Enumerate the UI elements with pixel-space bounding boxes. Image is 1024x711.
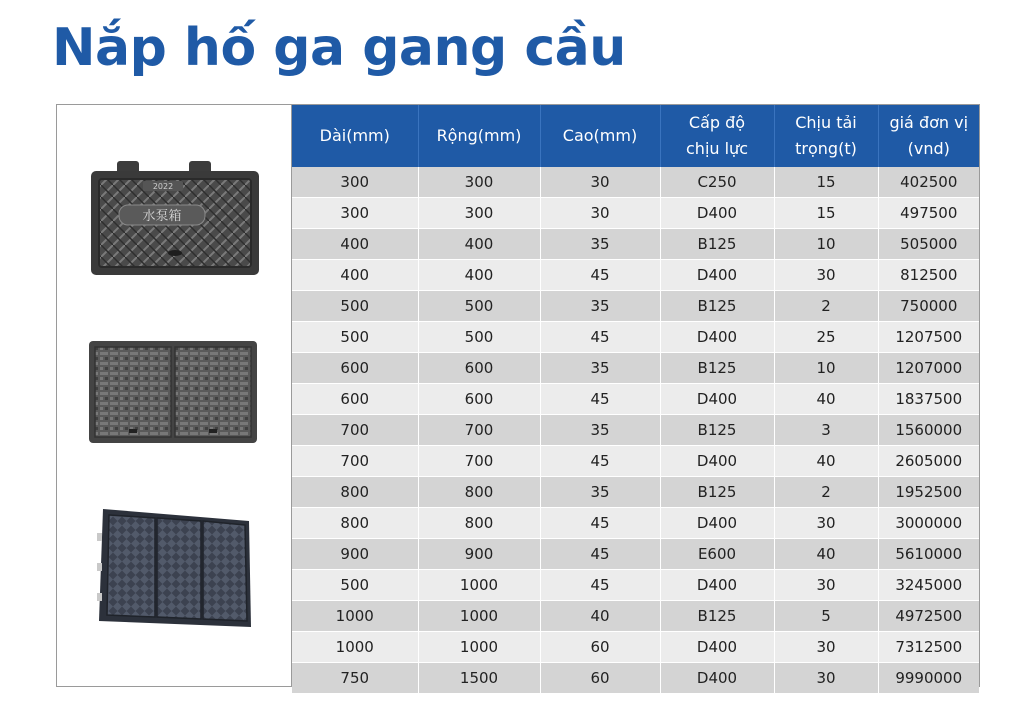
cover-top-year: 2022 <box>152 182 174 191</box>
width-cell: 500 <box>418 322 540 353</box>
length-cell: 1000 <box>292 632 418 663</box>
height-cell: 35 <box>540 353 660 384</box>
header-height: Cao(mm) <box>540 105 660 167</box>
height-cell: 30 <box>540 167 660 198</box>
load-capacity-cell: 30 <box>774 260 878 291</box>
height-cell: 35 <box>540 229 660 260</box>
load-capacity-cell: 30 <box>774 508 878 539</box>
load-class-cell: B125 <box>660 415 774 446</box>
load-class-cell: B125 <box>660 291 774 322</box>
load-capacity-cell: 2 <box>774 477 878 508</box>
length-cell: 800 <box>292 477 418 508</box>
table-row <box>292 167 979 198</box>
length-cell: 700 <box>292 446 418 477</box>
table-row <box>292 570 979 601</box>
width-cell: 800 <box>418 508 540 539</box>
width-cell: 300 <box>418 198 540 229</box>
product-frame <box>56 104 980 687</box>
length-cell: 500 <box>292 570 418 601</box>
load-class-cell: D400 <box>660 632 774 663</box>
height-cell: 45 <box>540 508 660 539</box>
unit-price-cell: 4972500 <box>878 601 979 632</box>
unit-price-cell: 505000 <box>878 229 979 260</box>
length-cell: 400 <box>292 229 418 260</box>
height-cell: 35 <box>540 291 660 322</box>
height-cell: 35 <box>540 415 660 446</box>
height-cell: 30 <box>540 198 660 229</box>
load-class-cell: D400 <box>660 198 774 229</box>
length-cell: 900 <box>292 539 418 570</box>
width-cell: 500 <box>418 291 540 322</box>
width-cell: 400 <box>418 260 540 291</box>
cover-bottom-image <box>95 503 255 631</box>
load-class-cell: D400 <box>660 260 774 291</box>
width-cell: 1000 <box>418 601 540 632</box>
unit-price-cell: 402500 <box>878 167 979 198</box>
header-width: Rộng(mm) <box>418 105 540 167</box>
cover-top-text: 水泵箱 <box>142 209 182 224</box>
length-cell: 300 <box>292 198 418 229</box>
header-load-capacity: Chịu tải trọng(t) <box>774 105 878 167</box>
width-cell: 700 <box>418 415 540 446</box>
table-row <box>292 446 979 477</box>
unit-price-cell: 9990000 <box>878 663 979 694</box>
table-row <box>292 663 979 694</box>
load-class-cell: B125 <box>660 601 774 632</box>
cover-middle-image <box>89 341 257 443</box>
width-cell: 400 <box>418 229 540 260</box>
load-capacity-cell: 15 <box>774 167 878 198</box>
unit-price-cell: 1952500 <box>878 477 979 508</box>
table-body <box>292 167 979 694</box>
length-cell: 500 <box>292 322 418 353</box>
unit-price-cell: 1207500 <box>878 322 979 353</box>
load-capacity-cell: 3 <box>774 415 878 446</box>
load-capacity-cell: 30 <box>774 570 878 601</box>
length-cell: 300 <box>292 167 418 198</box>
page-title: Nắp hố ga gang cầu <box>52 18 626 78</box>
length-cell: 1000 <box>292 601 418 632</box>
width-cell: 600 <box>418 353 540 384</box>
length-cell: 600 <box>292 353 418 384</box>
width-cell: 800 <box>418 477 540 508</box>
table-header-row <box>292 105 979 167</box>
load-class-cell: C250 <box>660 167 774 198</box>
height-cell: 45 <box>540 446 660 477</box>
load-class-cell: D400 <box>660 446 774 477</box>
width-cell: 700 <box>418 446 540 477</box>
length-cell: 750 <box>292 663 418 694</box>
table-row <box>292 198 979 229</box>
table-row <box>292 384 979 415</box>
load-capacity-cell: 40 <box>774 446 878 477</box>
table-row <box>292 632 979 663</box>
load-capacity-cell: 30 <box>774 632 878 663</box>
load-class-cell: D400 <box>660 663 774 694</box>
length-cell: 700 <box>292 415 418 446</box>
length-cell: 600 <box>292 384 418 415</box>
header-load-class: Cấp độ chịu lực <box>660 105 774 167</box>
table-row <box>292 415 979 446</box>
width-cell: 1500 <box>418 663 540 694</box>
load-class-cell: B125 <box>660 353 774 384</box>
load-capacity-cell: 15 <box>774 198 878 229</box>
height-cell: 60 <box>540 663 660 694</box>
load-capacity-cell: 40 <box>774 384 878 415</box>
load-class-cell: E600 <box>660 539 774 570</box>
unit-price-cell: 750000 <box>878 291 979 322</box>
table-row <box>292 322 979 353</box>
load-capacity-cell: 10 <box>774 229 878 260</box>
unit-price-cell: 1560000 <box>878 415 979 446</box>
table-row <box>292 539 979 570</box>
table-row <box>292 291 979 322</box>
height-cell: 45 <box>540 539 660 570</box>
width-cell: 300 <box>418 167 540 198</box>
unit-price-cell: 7312500 <box>878 632 979 663</box>
table-row <box>292 353 979 384</box>
height-cell: 45 <box>540 570 660 601</box>
load-capacity-cell: 30 <box>774 663 878 694</box>
load-class-cell: D400 <box>660 384 774 415</box>
unit-price-cell: 3000000 <box>878 508 979 539</box>
width-cell: 1000 <box>418 570 540 601</box>
load-class-cell: D400 <box>660 570 774 601</box>
load-class-cell: B125 <box>660 229 774 260</box>
load-class-cell: D400 <box>660 508 774 539</box>
table-row <box>292 477 979 508</box>
table-row <box>292 508 979 539</box>
load-class-cell: D400 <box>660 322 774 353</box>
table-row <box>292 260 979 291</box>
unit-price-cell: 1837500 <box>878 384 979 415</box>
unit-price-cell: 5610000 <box>878 539 979 570</box>
header-length: Dài(mm) <box>292 105 418 167</box>
load-capacity-cell: 40 <box>774 539 878 570</box>
unit-price-cell: 497500 <box>878 198 979 229</box>
height-cell: 45 <box>540 322 660 353</box>
height-cell: 60 <box>540 632 660 663</box>
height-cell: 35 <box>540 477 660 508</box>
height-cell: 45 <box>540 260 660 291</box>
price-table <box>292 105 979 694</box>
width-cell: 600 <box>418 384 540 415</box>
height-cell: 45 <box>540 384 660 415</box>
load-class-cell: B125 <box>660 477 774 508</box>
width-cell: 900 <box>418 539 540 570</box>
cover-top-image <box>89 161 261 277</box>
table-row <box>292 229 979 260</box>
image-column <box>57 105 292 686</box>
unit-price-cell: 2605000 <box>878 446 979 477</box>
load-capacity-cell: 5 <box>774 601 878 632</box>
length-cell: 800 <box>292 508 418 539</box>
unit-price-cell: 812500 <box>878 260 979 291</box>
load-capacity-cell: 2 <box>774 291 878 322</box>
table-row <box>292 601 979 632</box>
height-cell: 40 <box>540 601 660 632</box>
load-capacity-cell: 10 <box>774 353 878 384</box>
header-unit-price: giá đơn vị (vnd) <box>878 105 979 167</box>
unit-price-cell: 1207000 <box>878 353 979 384</box>
length-cell: 500 <box>292 291 418 322</box>
width-cell: 1000 <box>418 632 540 663</box>
unit-price-cell: 3245000 <box>878 570 979 601</box>
length-cell: 400 <box>292 260 418 291</box>
load-capacity-cell: 25 <box>774 322 878 353</box>
